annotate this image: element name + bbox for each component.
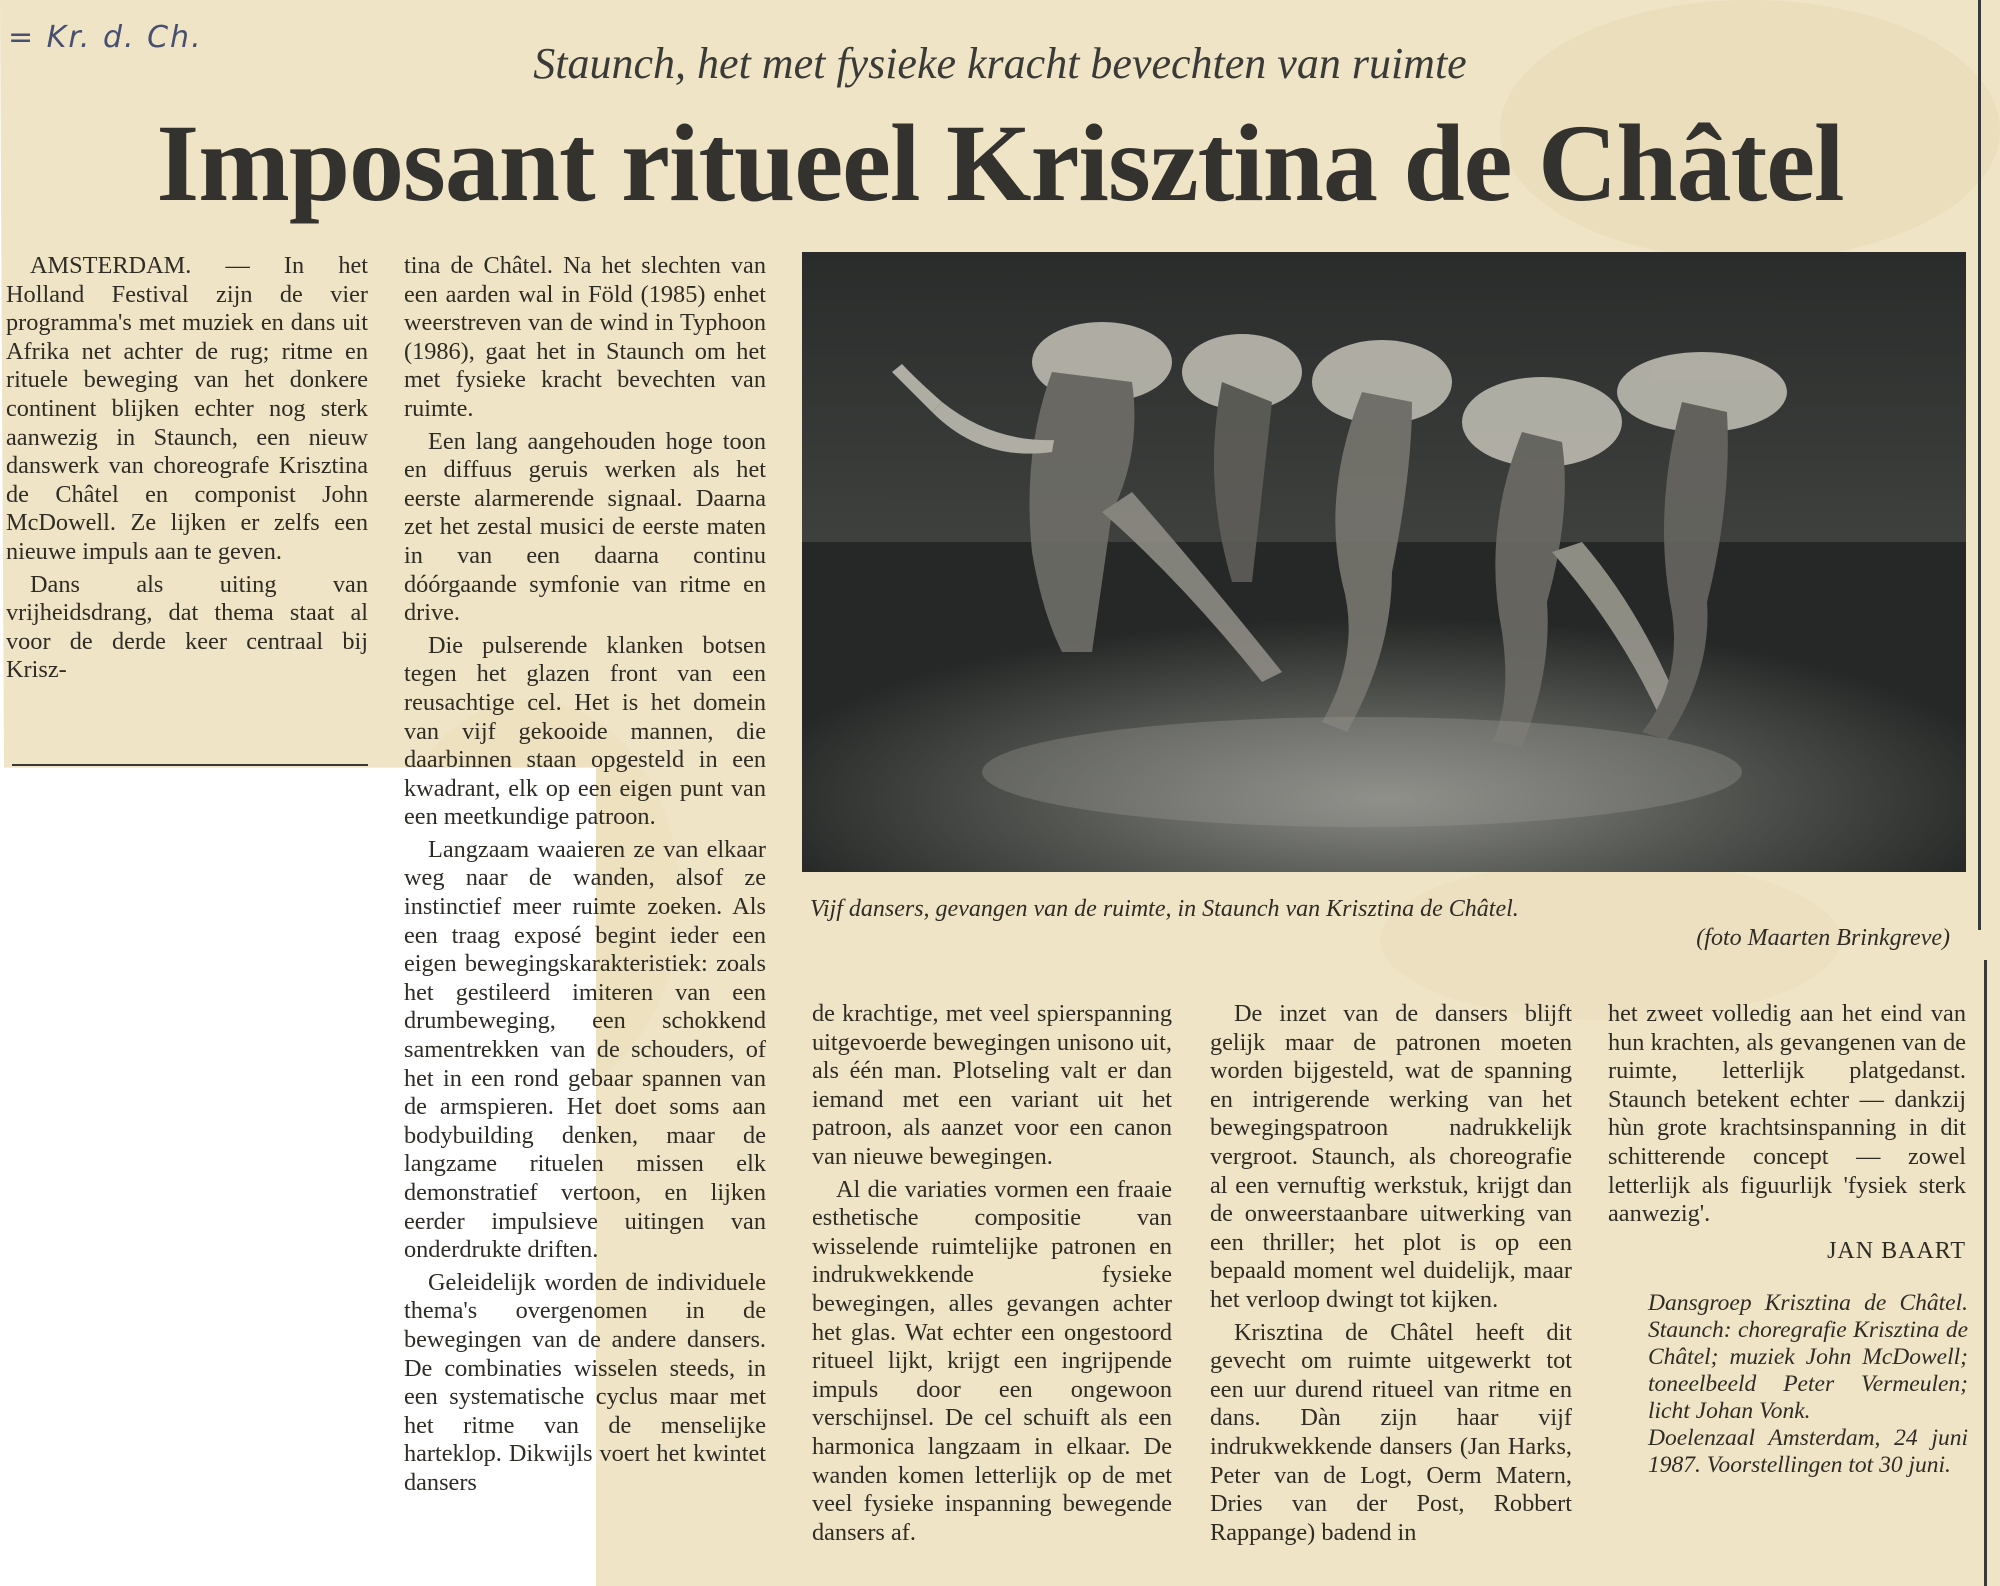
- kicker-subtitle: Staunch, het met fysieke kracht bevechten van ruimte: [533, 39, 1467, 88]
- paragraph: de krachtige, met veel spierspanning uitgevoerde bewegingen unisono uit, als één man. Plotseling valt er dan iemand met een variant uit het patroon, als aanzet voor een canon van nieuwe bewegingen.: [812, 1000, 1172, 1170]
- headline: Imposant ritueel Krisztina de Châtel: [156, 102, 1844, 224]
- column-5: [1608, 1000, 1966, 1229]
- column-2: [404, 252, 766, 1498]
- paragraph: Krisztina de Châtel heeft dit gevecht om ruimte uitgewerkt tot een uur durend ritueel van ritme en dans. Dàn zijn haar vijf indrukwekkende dansers (Jan Harks, Peter van de Logt, Oerm Matern, Dries van der Post, Robbert Rappange) badend in: [1210, 1318, 1572, 1546]
- column-3: [812, 1000, 1172, 1547]
- paragraph: Al die variaties vormen een fraaie esthetische compositie van wisselende ruimtelijke patronen en indrukwekkende fysieke bewegingen, alles gevangen achter het glas. Wat echter een ongestoord ritueel lijkt, krijgt een ingrijpende impuls door een ongewoon verschijnsel. De cel schuift als een harmonica langzaam in elkaar. De wanden komen letterlijk op de met veel fysieke inspanning bewegende dansers af.: [812, 1175, 1172, 1546]
- paragraph: Geleidelijk worden de individuele thema's overgenomen in de bewegingen van de andere dansers. De combinaties wisselen steeds, in een systematische cyclus maar met het ritme van de menselijke harteklop. Dikwijls voert het kwintet dansers: [404, 1268, 766, 1496]
- credits-line: Dansgroep Krisztina de Châtel. Staunch: choregrafie Krisztina de Châtel; muziek John McDowell; toneelbeeld Peter Vermeulen; licht Johan Vonk.: [1648, 1290, 1968, 1424]
- handwritten-note: = Kr. d. Ch.: [8, 20, 203, 55]
- author-byline: JAN BAART: [1827, 1238, 1966, 1264]
- paragraph: De inzet van de dansers blijft gelijk maar de patronen moeten worden bijgesteld, wat de spanning en intrigerende werking van het bewegingspatroon nadrukkelijk vergroot. Staunch, als choreografie al een vernuftig werkstuk, krijgt dan de onweerstaanbare uitwerking van een thriller; het plot is op een bepaald moment wel duidelijk, maar het verloop dwingt tot kijken.: [1210, 1000, 1572, 1313]
- paragraph: tina de Châtel. Na het slechten van een aarden wal in Föld (1985) enhet weerstreven van de wind in Typhoon (1986), gaat het in Staunch om het met fysieke kracht bevechten van ruimte.: [404, 252, 766, 422]
- column-4: [1210, 1000, 1572, 1547]
- paragraph: het zweet volledig aan het eind van hun krachten, als gevangenen van de ruimte, letterlijk platgedanst. Staunch betekent echter — dankzij hùn grote krachtsinspanning in dit schitterende concept — zowel letterlijk als figuurlijk 'fysiek sterk aanwezig'.: [1608, 1000, 1966, 1228]
- paragraph: AMSTERDAM. — In het Holland Festival zijn de vier programma's met muziek en dans uit Afrika net achter de rug; ritme en rituele beweging van het donkere continent blijken echter nog sterk aanwezig in Staunch, een nieuw danswerk van choreografe Krisztina de Châtel en componist John McDowell. Ze lijken er zelfs een nieuwe impuls aan te geven.: [6, 252, 368, 565]
- paragraph: Langzaam waaieren ze van elkaar weg naar de wanden, alsof ze instinctief meer ruimte zoeken. Als een traag exposé begint ieder een eigen bewegingskarakteristiek: zoals het gestileerd imiteren van een drumbeweging, een schokkend samentrekken van de schouders, of het in een rond gebaar spannen van de armspieren. Het doet soms aan bodybuilding denken, maar de langzame rituelen missen elk demonstratief vertoon, en lijken eerder impulsieve uitingen van onderdrukte driften.: [404, 835, 766, 1264]
- credits-line: Doelenzaal Amsterdam, 24 juni 1987. Voorstellingen tot 30 juni.: [1648, 1425, 1968, 1478]
- column-end-rule: [12, 764, 368, 766]
- photo-caption: Vijf dansers, gevangen van de ruimte, in Staunch van Krisztina de Châtel.: [810, 896, 1519, 922]
- production-credits: [1648, 1290, 1968, 1479]
- paragraph: Een lang aangehouden hoge toon en diffuus geruis werken als het eerste alarmerende signaal. Daarna zet het zestal musici de eerste maten in van een daarna continu dóórgaande symfonie van ritme en drive.: [404, 427, 766, 627]
- paragraph: Die pulserende klanken botsen tegen het glazen front van een reusachtige cel. Het is het domein van vijf gekooide mannen, die daarbinnen staan opgesteld in een kwadrant, elk op een eigen punt van een meetkundige patroon.: [404, 631, 766, 831]
- photo-credit: (foto Maarten Brinkgreve): [1696, 925, 1950, 951]
- column-rule: [1984, 960, 1987, 1586]
- photo-illustration: [802, 252, 1966, 872]
- column-1: [6, 252, 368, 685]
- dancers-photo: [802, 252, 1966, 872]
- paragraph: Dans als uiting van vrijheidsdrang, dat thema staat al voor de derde keer centraal bij Krisz-: [6, 570, 368, 684]
